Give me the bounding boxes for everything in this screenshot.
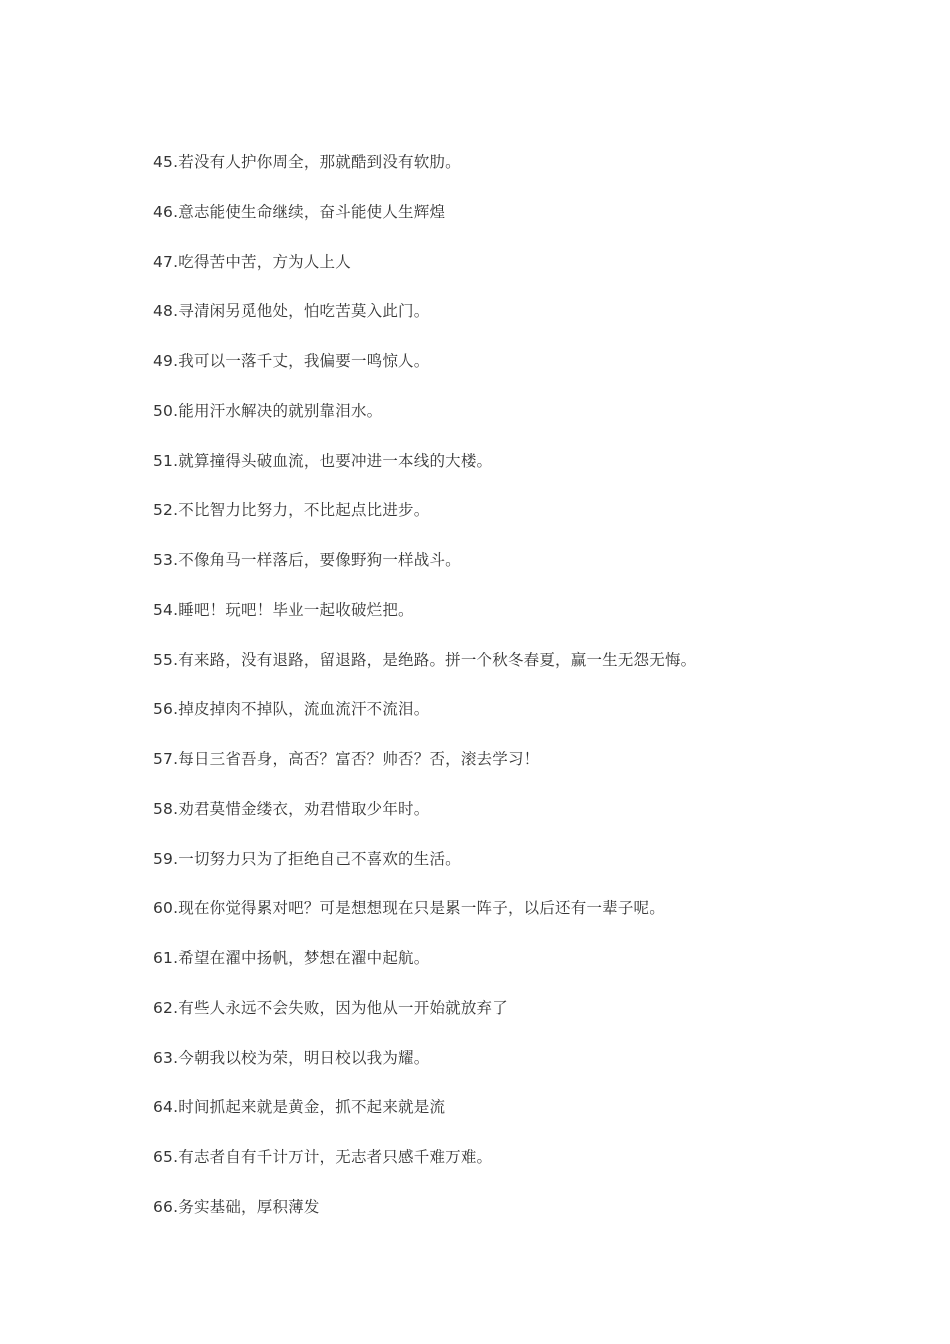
list-item: 51.就算撞得头破血流，也要冲进一本线的大楼。 <box>153 451 493 470</box>
list-item: 56.掉皮掉肉不掉队，流血流汗不流泪。 <box>153 700 430 719</box>
list-item: 65.有志者自有千计万计，无志者只感千难万难。 <box>153 1148 493 1166</box>
list-item: 60.现在你觉得累对吧？可是想想现在只是累一阵子，以后还有一辈子呢。 <box>153 899 665 918</box>
list-item: 54.睡吧！玩吧！毕业一起收破烂把。 <box>153 600 414 619</box>
slogan-list <box>153 148 913 1243</box>
list-item: 53.不像角马一样落后，要像野狗一样战斗。 <box>153 551 461 569</box>
list-item: 66.务实基础，厚积薄发 <box>153 1197 320 1216</box>
list-item: 55.有来路，没有退路，留退路，是绝路。拼一个秋冬春夏，赢一生无怨无悔。 <box>153 650 697 669</box>
list-item: 61.希望在濯中扬帆，梦想在濯中起航。 <box>153 949 430 967</box>
list-item: 64.时间抓起来就是黄金，抓不起来就是流 <box>153 1098 446 1117</box>
list-item: 45.若没有人护你周全，那就酷到没有软肋。 <box>153 153 461 171</box>
list-item: 63.今朝我以校为荣，明日校以我为耀。 <box>153 1048 430 1067</box>
list-item: 62.有些人永远不会失败，因为他从一开始就放弃了 <box>153 998 508 1017</box>
list-item: 46.意志能使生命继续，奋斗能使人生辉煌 <box>153 202 446 221</box>
list-item: 47.吃得苦中苦，方为人上人 <box>153 252 351 271</box>
list-item: 57.每日三省吾身，高否？富否？帅否？否，滚去学习！ <box>153 750 540 768</box>
list-item: 50.能用汗水解决的就别靠泪水。 <box>153 401 383 420</box>
list-item: 59.一切努力只为了拒绝自己不喜欢的生活。 <box>153 849 461 868</box>
list-item: 48.寻清闲另觅他处，怕吃苦莫入此门。 <box>153 302 430 321</box>
list-item: 52.不比智力比努力，不比起点比进步。 <box>153 501 430 520</box>
list-item: 49.我可以一落千丈，我偏要一鸣惊人。 <box>153 352 430 370</box>
list-item: 58.劝君莫惜金缕衣，劝君惜取少年时。 <box>153 799 430 818</box>
